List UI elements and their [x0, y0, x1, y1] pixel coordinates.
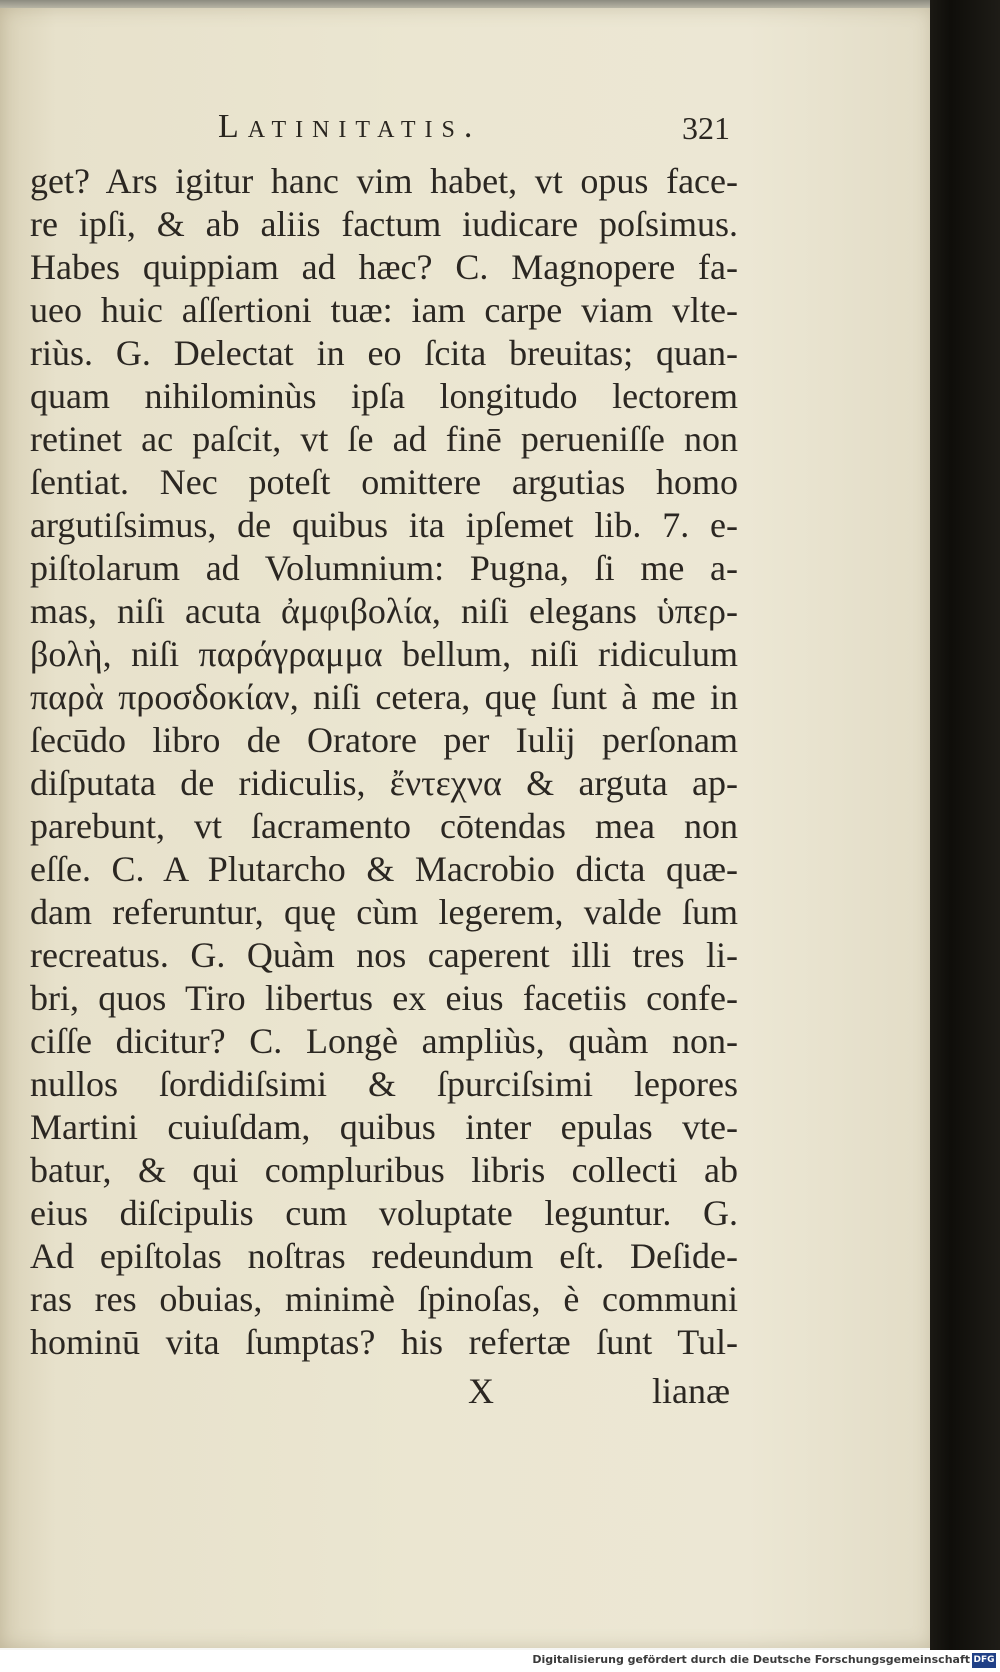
catch-line [0, 1370, 932, 1414]
text-line: Martini cuiuſdam, quibus inter epulas vte- [30, 1107, 738, 1147]
text-line: dam referuntur, quę cùm legerem, valde ſum [30, 892, 738, 932]
footer-bar [0, 1650, 1000, 1672]
running-title: Latinitatis. [218, 108, 482, 145]
signature-mark: X [468, 1371, 494, 1411]
text-line: hominū vita ſumptas? his refertæ ſunt Tul- [30, 1322, 738, 1362]
text-line: ſentiat. Nec poteſt omittere argutias homo [30, 462, 738, 502]
running-head [0, 108, 932, 158]
text-line: bri, quos Tiro libertus ex eius facetiis confe- [30, 978, 738, 1018]
text-line: ueo huic aſſertioni tuæ: iam carpe viam vlte- [30, 290, 738, 330]
text-line: ras res obuias, minimè ſpinoſas, è communi [30, 1279, 738, 1319]
text-line: batur, & qui compluribus libris collecti ab [30, 1150, 738, 1190]
text-line: argutiſsimus, de quibus ita ipſemet lib. 7. e- [30, 505, 738, 545]
text-line: get? Ars igitur hanc vim habet, vt opus face- [30, 161, 738, 201]
text-line: ciſſe dicitur? C. Longè ampliùs, quàm non- [30, 1021, 738, 1061]
text-line: re ipſi, & ab aliis factum iudicare poſsimus. [30, 204, 738, 244]
text-line: ſecūdo libro de Oratore per Iulij perſonam [30, 720, 738, 760]
text-line: retinet ac paſcit, vt ſe ad finē perueniſſe non [30, 419, 738, 459]
dfg-logo: DFG [972, 1653, 996, 1668]
text-line: parebunt, vt ſacramento cōtendas mea non [30, 806, 738, 846]
text-line: παρὰ προσδοκίαν, niſi cetera, quę ſunt à me in [30, 677, 738, 717]
text-line: quam nihilominùs ipſa longitudo lectorem [30, 376, 738, 416]
book-page [0, 8, 932, 1648]
text-block [30, 160, 738, 1364]
digitization-credit: Digitalisierung gefördert durch die Deutsche Forschungsgemeinschaft [532, 1653, 970, 1666]
text-line: eius diſcipulis cum voluptate leguntur. G. [30, 1193, 738, 1233]
scan-dark-margin [930, 0, 1000, 1650]
text-line: riùs. G. Delectat in eo ſcita breuitas; quan- [30, 333, 738, 373]
text-line: βολὴ, niſi παράγραμμα bellum, niſi ridiculum [30, 634, 738, 674]
text-line: recreatus. G. Quàm nos caperent illi tres li- [30, 935, 738, 975]
text-line: diſputata de ridiculis, ἔντεχνα & arguta ap- [30, 763, 738, 803]
catchword: lianæ [652, 1371, 730, 1411]
text-line: eſſe. C. A Plutarcho & Macrobio dicta quæ- [30, 849, 738, 889]
text-line: nullos ſordidiſsimi & ſpurciſsimi lepores [30, 1064, 738, 1104]
page-number: 321 [682, 110, 730, 146]
text-line: Ad epiſtolas noſtras redeundum eſt. Deſide- [30, 1236, 738, 1276]
text-line: piſtolarum ad Volumnium: Pugna, ſi me a- [30, 548, 738, 588]
text-line: mas, niſi acuta ἀμφιβολία, niſi elegans ὑπερ- [30, 591, 738, 631]
text-line: Habes quippiam ad hæc? C. Magnopere fa- [30, 247, 738, 287]
